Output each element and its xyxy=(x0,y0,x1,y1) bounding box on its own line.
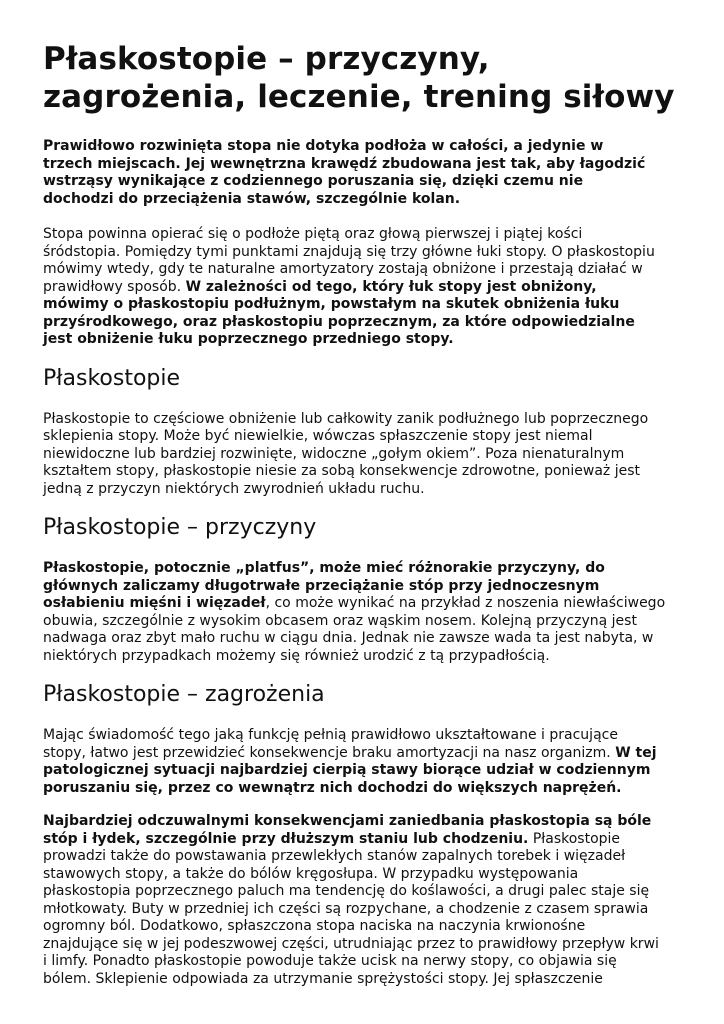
intro-text: Stopa powinna opierać się o podłoże piętą oraz głową pierwszej i piątej kości śródstopia. Pomiędzy tymi punktami znajdują się trzy główne łuki stopy. O płaskostopiu mówimy wtedy, gdy te naturalne amortyzatory zostają obniżone i przestają działać w prawidłowy sposób. xyxy=(43,226,655,295)
zagrozenia-bold-text-2: Najbardziej odczuwalnymi konsekwencjami zaniedbania płaskostopia są bóle stóp i łydek, szczególnie przy dłuższym staniu lub chodzeniu. xyxy=(43,813,652,847)
section-zagrozenia-paragraph-1 xyxy=(43,727,690,797)
section-heading-plaskostopie: Płaskostopie xyxy=(43,365,181,391)
article-title: Płaskostopie – przyczyny, zagrożenia, leczenie, trening siłowy xyxy=(43,41,675,115)
section-heading-przyczyny: Płaskostopie – przyczyny xyxy=(43,515,317,540)
przyczyny-text: , co może wynikać na przykład z noszenia niewłaściwego obuwia, szczególnie z wysokim obcasem oraz wąskim nosem. Kolejną przyczyną jest nadwaga oraz zbyt mało ruchu w ciągu dnia. Jednak nie zawsze wada ta jest nabyta, w niektórych przypadkach możemy się również urodzić z tą przypadłością. xyxy=(43,595,666,664)
lead-paragraph: Prawidłowo rozwinięta stopa nie dotyka podłoża w całości, a jedynie w trzech miejscach. Jej wewnętrzna krawędź zbudowana jest tak, aby łagodzić wstrząsy wynikające z codziennego poruszania się, dzięki czemu nie dochodzi do przeciążenia stawów, szczególnie kolan. xyxy=(43,138,646,207)
intro-bold-text: W zależności od tego, który łuk stopy jest obniżony, mówimy o płaskostopiu podłużnym, powstałym na skutek obniżenia łuku przyśrodkowego, oraz płaskostopiu poprzecznym, za które odpowiedzialne jest obniżenie łuku poprzecznego przedniego stopy. xyxy=(43,278,635,347)
przyczyny-bold-text: Płaskostopie, potocznie „platfus”, może mieć różnorakie przyczyny, do głównych zaliczamy długotrwałe przeciążanie stóp przy jednoczesnym osłabieniu mięśni i więzadeł xyxy=(43,560,605,611)
section-przyczyny-paragraph xyxy=(43,560,690,665)
section-plaskostopie-paragraph: Płaskostopie to częściowe obniżenie lub całkowity zanik podłużnego lub poprzecznego sklepienia stopy. Może być niewielkie, wówczas spłaszczenie stopy jest niemal niewidoczne lub bardziej rozwinięte, widoczne „gołym okiem”. Poza nienaturalnym kształtem stopy, płaskostopie niesie za sobą konsekwencje zdrowotne, ponieważ jest jedną z przyczyn niektórych zwyrodnień układu ruchu. xyxy=(43,410,649,497)
zagrozenia-text-1: Mając świadomość tego jaką funkcję pełnią prawidłowo ukształtowane i pracujące stopy, łatwo jest przewidzieć konsekwencje braku amortyzacji na nasz organizm. xyxy=(43,727,618,761)
intro-paragraph xyxy=(43,226,690,349)
zagrozenia-bold-text-1: W tej patologicznej sytuacji najbardziej cierpią stawy biorące udział w codziennym poruszaniu się, przez co wewnątrz nich dochodzi do większych naprężeń. xyxy=(43,744,657,796)
section-heading-zagrozenia: Płaskostopie – zagrożenia xyxy=(43,682,325,707)
zagrozenia-text-2: Płaskostopie prowadzi także do powstawania przewlekłych stanów zapalnych torebek i więzadeł stawowych stopy, a także do bólów kręgosłupa. W przypadku występowania płaskostopia poprzecznego paluch ma tendencję do koślawości, a drugi palec staje się młotkowaty. Buty w przedniej ich części są rozpychane, a chodzenie z czasem sprawia ogromny ból. Dodatkowo, spłaszczona stopa naciska na naczynia krwionośne znajdujące się w jej podeszwowej części, utrudniając przez to prawidłowy przepływ krwi i limfy. Ponadto płaskostopie powoduje także ucisk na nerwy stopy, co objawia się bólem. Sklepienie odpowiada za utrzymanie sprężystości stopy. Jej spłaszczenie xyxy=(43,830,659,987)
section-zagrozenia-paragraph-2 xyxy=(43,813,690,988)
